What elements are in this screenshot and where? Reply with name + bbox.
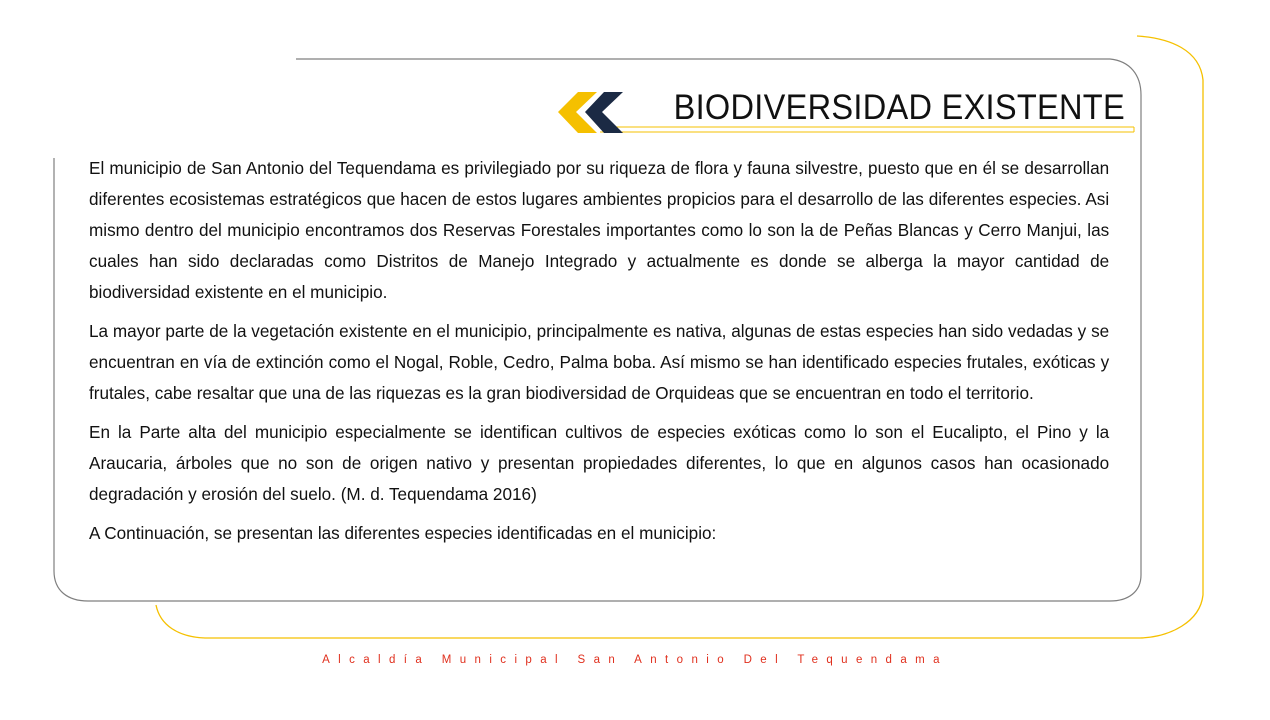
double-chevron-left-icon xyxy=(558,92,623,133)
paragraph: El municipio de San Antonio del Tequendama es privilegiado por su riqueza de flora y fauna silvestre, puesto que en él se desarrollan diferentes ecosistemas estratégicos que hacen de estos lugares ambientes propicios para el desarrollo de las diferentes especies. Asi mismo dentro del municipio encontramos dos Reservas Forestales importantes como lo son la de Peñas Blancas y Cerro Manjui, las cuales han sido declaradas como Distritos de Manejo Integrado y actualmente es donde se alberga la mayor cantidad de biodiversidad existente en el municipio. xyxy=(89,158,1110,302)
paragraph: A Continuación, se presentan las diferentes especies identificadas en el municipio: xyxy=(89,523,717,543)
paragraph: La mayor parte de la vegetación existente en el municipio, principalmente es nativa, algunas de estas especies han sido vedadas y se encuentran en vía de extinción como el Nogal, Roble, Cedro, Palma boba. Así mismo se han identificado especies frutales, exóticas y frutales, cabe resaltar que una de las riquezas es la gran biodiversidad de Orquideas que se encuentran en todo el territorio. xyxy=(89,321,1110,403)
footer-text: Alcaldía Municipal San Antonio Del Tequendama xyxy=(322,654,948,666)
page-title: BIODIVERSIDAD EXISTENTE xyxy=(673,88,1125,127)
paragraph: En la Parte alta del municipio especialmente se identifican cultivos de especies exóticas como lo son el Eucalipto, el Pino y la Araucaria, árboles que no son de origen nativo y presentan propiedades diferentes, lo que en algunos casos han ocasionado degradación y erosión del suelo. (M. d. Tequendama 2016) xyxy=(89,422,1110,504)
body-text xyxy=(89,153,1109,557)
